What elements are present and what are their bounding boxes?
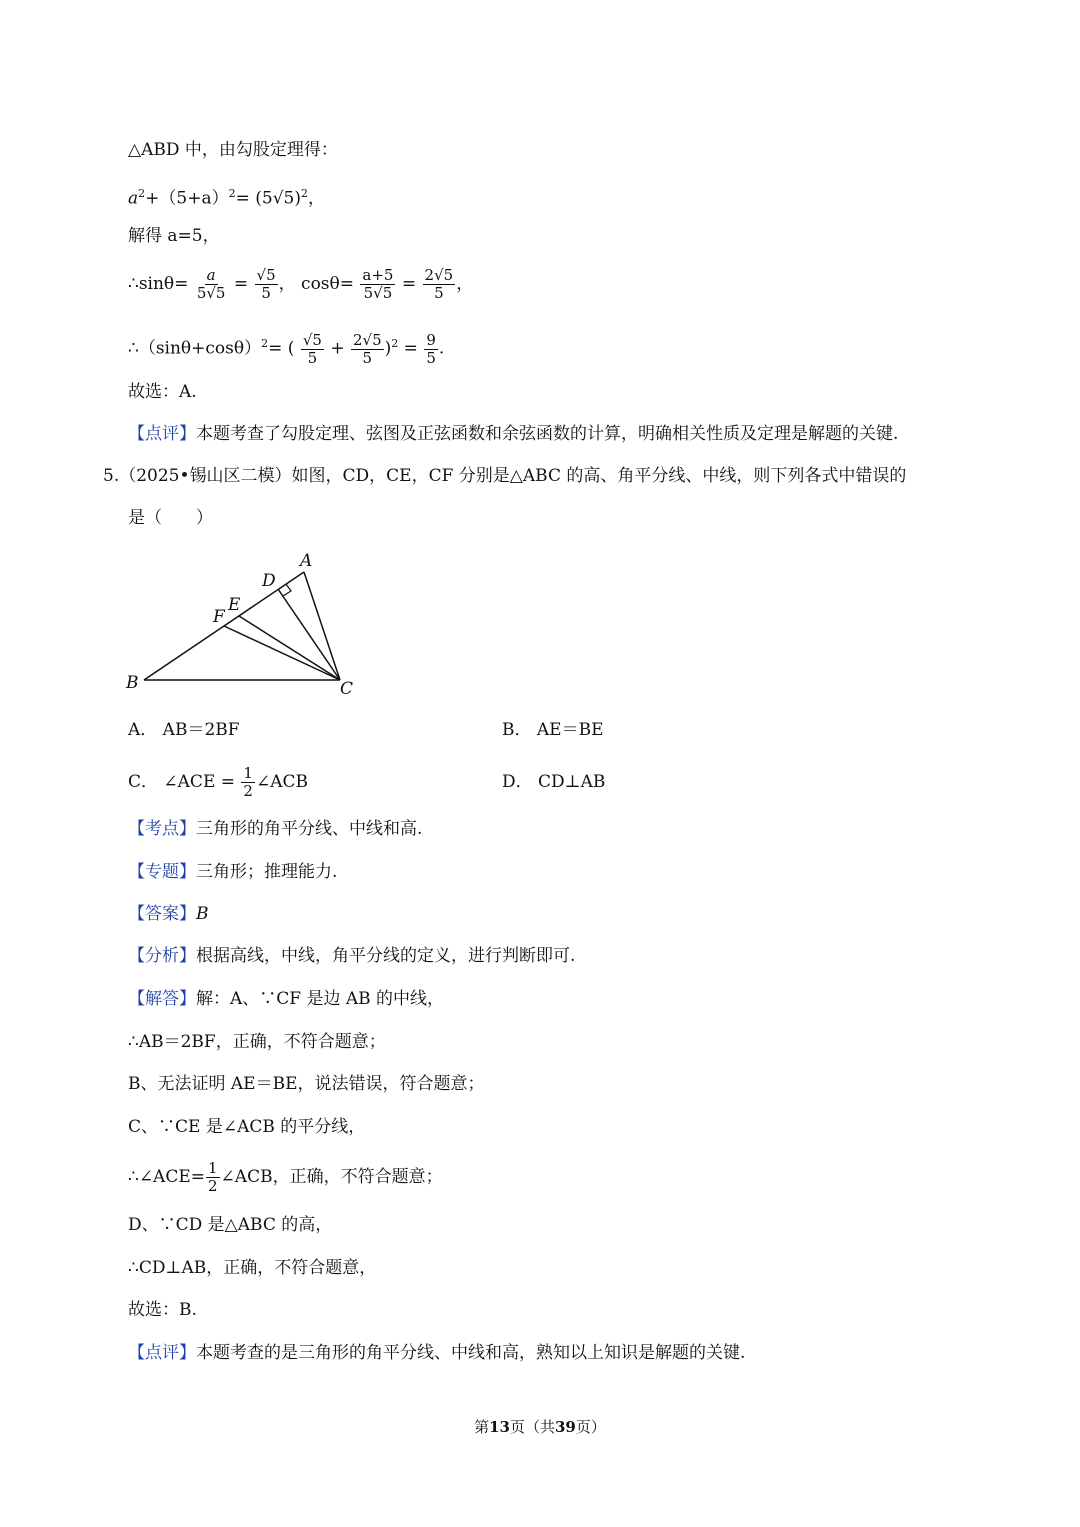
page-number: 13 xyxy=(489,1418,510,1436)
line-end: ， xyxy=(456,274,474,294)
step4-pre: ∴∠ACE= xyxy=(128,1167,205,1187)
jieda-line xyxy=(128,987,444,1011)
frac-num: a xyxy=(206,266,216,284)
frac-half xyxy=(241,765,255,800)
solution-step-4 xyxy=(128,1155,443,1199)
frac-2r5-over-5 xyxy=(423,267,456,302)
jieda-text: 解：A、∵CF 是边 AB 的中线， xyxy=(196,989,445,1009)
solution-step-6: ∴CD⊥AB，正确，不符合题意， xyxy=(128,1258,377,1278)
question-text: （2025•锡山区二模）如图，CD，CE，CF 分别是△ABC 的高、角平分线、中线，则下列各式中错误的 xyxy=(119,466,907,486)
frac-den: 5 xyxy=(426,348,436,367)
cos-prefix: ， cosθ= xyxy=(278,274,355,294)
option-c-pre: C． ∠ACE = xyxy=(128,772,235,792)
eq-open: = ( xyxy=(268,338,295,359)
kaodian-line xyxy=(128,817,422,841)
frac-den: 2 xyxy=(243,782,253,800)
segment-AC xyxy=(304,572,340,680)
triangle-figure xyxy=(120,548,370,698)
square-prefix: ∴（sinθ+cosθ） xyxy=(128,338,262,359)
segment-FC xyxy=(224,626,340,680)
line-end: . xyxy=(438,338,445,359)
solution-step-2: B、无法证明 AE＝BE，说法错误，符合题意； xyxy=(128,1074,485,1094)
frac-num: √5 xyxy=(256,266,276,284)
frac-num: √5 xyxy=(302,330,322,349)
jieda-tag: 【解答】 xyxy=(128,989,196,1009)
expr-end: ， xyxy=(307,188,325,209)
kaodian-text: 三角形的角平分线、中线和高. xyxy=(196,819,423,839)
eq-sign: = xyxy=(401,274,417,294)
frac-a5-over-5r5 xyxy=(360,267,395,302)
eq-sign: = xyxy=(233,274,249,294)
solution-step-7: 故选：B. xyxy=(128,1300,197,1320)
line-solve-a: 解得 a=5， xyxy=(128,226,220,246)
frac-den: 5 xyxy=(307,348,318,367)
option-c xyxy=(128,760,308,804)
label-E: E xyxy=(228,595,241,615)
dianping-text: 本题考查的是三角形的角平分线、中线和高，熟知以上知识是解题的关键. xyxy=(196,1343,746,1363)
solution-step-3: C、∵CE 是∠ACB 的平分线， xyxy=(128,1117,366,1137)
frac-2r5-over-5 xyxy=(351,332,384,367)
label-B: B xyxy=(126,673,139,693)
frac-num: 9 xyxy=(426,330,436,349)
fenxi-text: 根据高线，中线，角平分线的定义，进行判断即可. xyxy=(196,946,576,966)
frac-den: 5 xyxy=(261,284,271,302)
label-D: D xyxy=(262,571,276,591)
dianping-line xyxy=(128,1341,745,1365)
frac-num: 1 xyxy=(243,764,253,782)
kaodian-tag: 【考点】 xyxy=(128,819,196,839)
daan-tag: 【答案】 xyxy=(128,904,196,924)
segment-EC xyxy=(239,616,340,680)
frac-a-over-5r5 xyxy=(195,267,228,302)
footer-post: 页） xyxy=(575,1418,606,1436)
daan-line xyxy=(128,902,209,926)
option-c-post: ∠ACB xyxy=(255,772,308,792)
plus-sign: + xyxy=(330,338,345,359)
question-5 xyxy=(103,464,906,488)
page-footer xyxy=(0,1416,1080,1437)
review-tag: 【点评】 xyxy=(128,424,196,444)
step4-post: ∠ACB，正确，不符合题意； xyxy=(220,1167,443,1187)
fenxi-line xyxy=(128,944,575,968)
paren-close: ) xyxy=(384,338,392,359)
option-a: A． AB＝2BF xyxy=(128,720,240,740)
frac-half xyxy=(206,1160,220,1195)
frac-num: a+5 xyxy=(362,266,394,284)
line-triangle-abd: △ABD 中，由勾股定理得： xyxy=(128,140,338,160)
page-total: 39 xyxy=(555,1418,576,1436)
frac-num: 2√5 xyxy=(352,330,382,349)
footer-mid: 页（共 xyxy=(509,1418,555,1436)
frac-num: 2√5 xyxy=(424,266,454,284)
question-number: 5. xyxy=(103,466,120,486)
line-answer-a: 故选：A. xyxy=(128,382,197,402)
solution-step-1: ∴AB＝2BF，正确，不符合题意； xyxy=(128,1032,386,1052)
zhuanti-text: 三角形；推理能力. xyxy=(196,862,338,882)
frac-num: 1 xyxy=(208,1159,218,1177)
frac-den: 5 xyxy=(362,348,373,367)
line-review-4 xyxy=(128,422,898,446)
footer-pre: 第 xyxy=(474,1418,490,1436)
review-text: 本题考查了勾股定理、弦图及正弦函数和余弦函数的计算，明确相关性质及定理是解题的关键. xyxy=(196,424,899,444)
frac-den: 5 xyxy=(434,284,444,302)
frac-den: 2 xyxy=(208,1177,218,1195)
option-d: D． CD⊥AB xyxy=(502,772,606,792)
dianping-tag: 【点评】 xyxy=(128,1343,196,1363)
label-F: F xyxy=(213,607,225,627)
frac-9-over-5 xyxy=(424,332,438,367)
frac-den: 5√5 xyxy=(196,284,226,302)
expr-rhs: = (5√5) xyxy=(235,188,301,209)
expr-part: +（5+a） xyxy=(145,188,229,209)
line-pythagoras: $a^2+(5+a)^2= (5√5)^2$， xyxy=(128,187,325,209)
daan-text: B xyxy=(196,904,209,924)
label-C: C xyxy=(340,679,354,698)
solution-step-5: D、∵CD 是△ABC 的高， xyxy=(128,1215,333,1235)
frac-den: 5√5 xyxy=(363,284,393,302)
zhuanti-line xyxy=(128,860,337,884)
sin-prefix: ∴sinθ= xyxy=(128,274,189,294)
fenxi-tag: 【分析】 xyxy=(128,946,196,966)
frac-r5-over-5 xyxy=(255,267,278,302)
line-square-sum: $\therefore(\sin\theta+\cos\theta)^2=$ ( $\frac{√5}{5}$ + $\frac{2√5}{5}$ )$^2$ = $\frac{9}{5}$ . xyxy=(128,330,445,367)
question-5-line2: 是（ ） xyxy=(128,508,213,528)
zhuanti-tag: 【专题】 xyxy=(128,862,196,882)
frac-r5-over-5 xyxy=(301,332,324,367)
option-b: B． AE＝BE xyxy=(502,720,604,740)
label-A: A xyxy=(300,551,313,571)
var-a: a xyxy=(128,188,139,209)
line-sin-cos xyxy=(128,262,473,306)
